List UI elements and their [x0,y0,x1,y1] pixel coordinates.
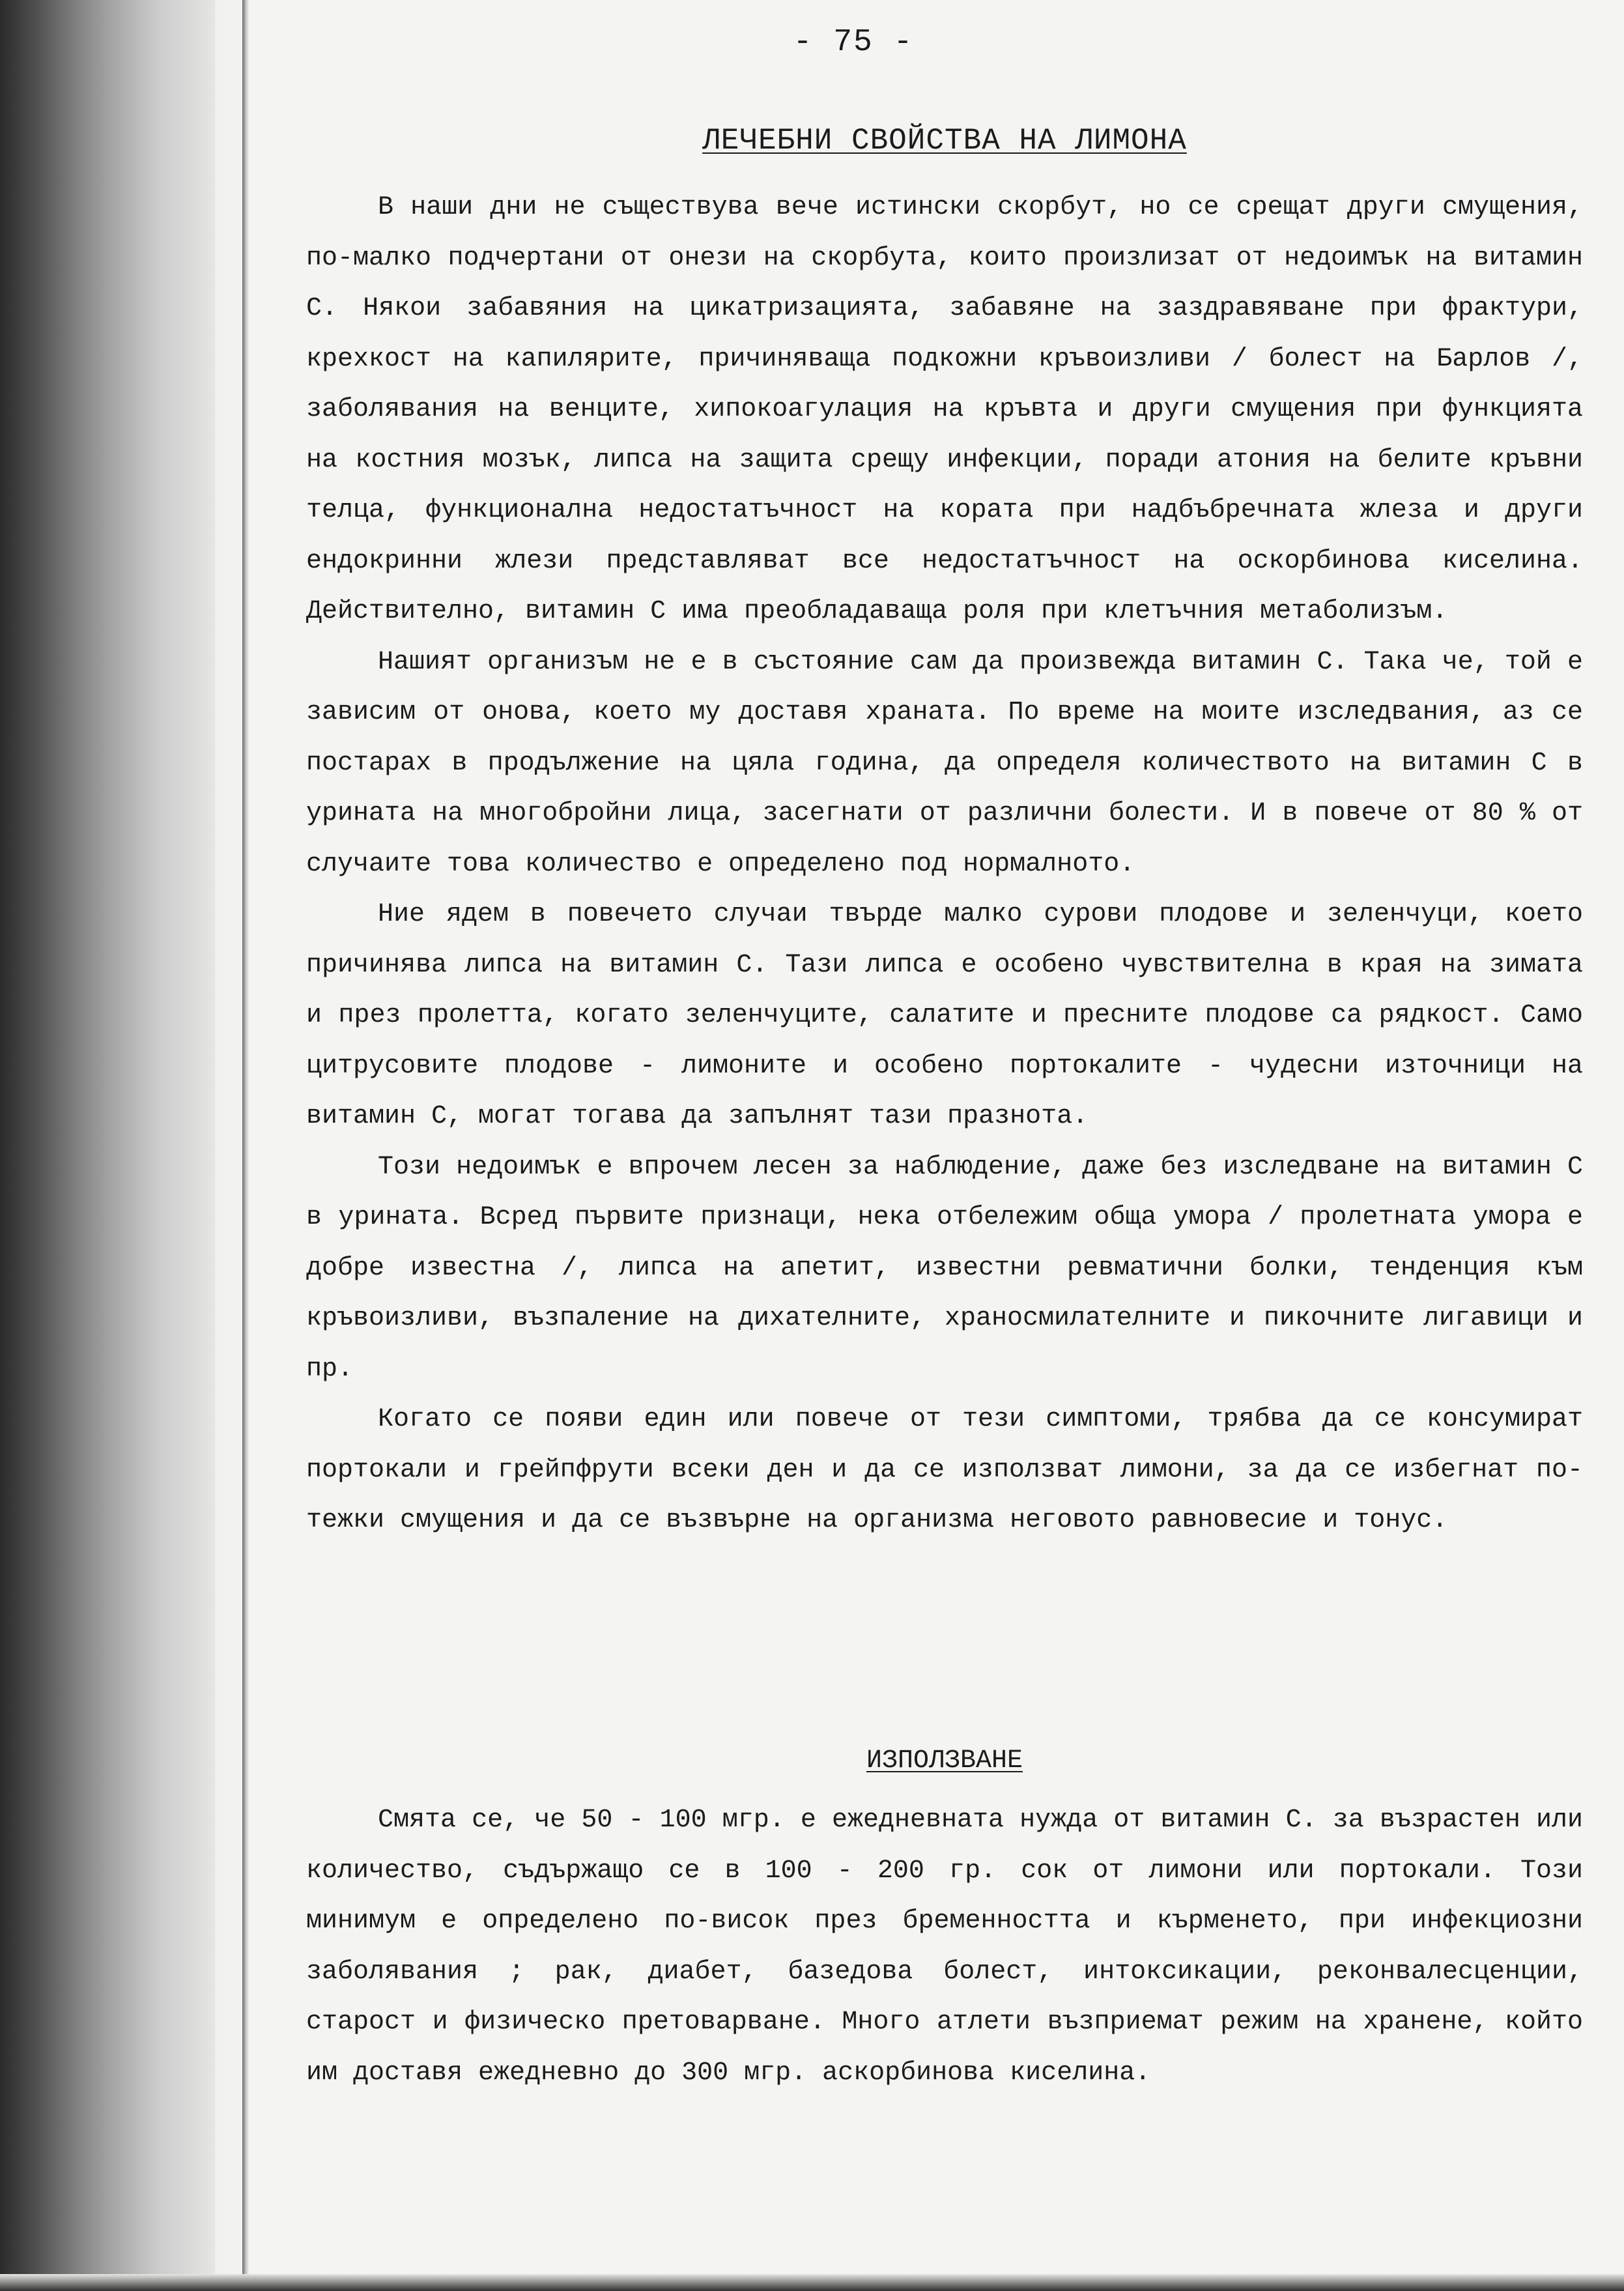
paragraph-3: Ние ядем в повечето случаи твърде малко сурови плодове и зеленчуци, което причинява липса на витамин С. Тази липса е особено чувствителна в края на зимата и през пролетта, когато зеленчуците, салатите и пресните плодове са рядкост. Само цитрусовите плодове - лимоните и особено портокалите - чудесни източници на витамин С, могат тогава да запълнят тази празнота. [306,900,1583,1131]
paragraph-1: В наши дни не съществува вече истински скорбут, но се срещат други смущения, по-малко подчертани от онези на скорбута, които произлизат от недоимък на витамин С. Някои забавяния на цикатризацията, забавяне на заздравяване при фрактури, крехкост на капилярите, причиняваща подкожни кръвоизливи / болест на Барлов /, заболявания на венците, хипокоагулация на кръвта и други смущения при функцията на костния мозък, липса на защита срещу инфекции, поради атония на белите кръвни телца, функционална недостатъчност на кората при надбъбречната жлеза и други ендокринни жлези представляват все недостатъчност на оскорбинова киселина. Действително, витамин С има преобладаваща роля при клетъчния метаболизъм. [306,193,1583,626]
paragraph-2: Нашият организъм не е в състояние сам да произвежда витамин С. Така че, той е зависим от онова, което му доставя храната. По време на моите изследвания, аз се постарах в продължение на цяла година, да определя количеството на витамин С в урината на многобройни лица, засегнати от различни болести. И в повече от 80 % от случаите това количество е определено под нормалното. [306,647,1583,879]
section-title [306,124,1583,158]
paragraph-4: Този недоимък е впрочем лесен за наблюдение, даже без изследване на витамин С в урината. Всред първите признаци, нека отбележим обща умора / пролетната умора е добре известна /, липса на апетит, известни ревматични болки, тенденция към кръвоизливи, възпаление на дихателните, храносмилателните и пикочните лигавици и пр. [306,1152,1583,1384]
subsection-title-text: ИЗПОЛЗВАНЕ [866,1746,1023,1776]
section-title-text: ЛЕЧЕБНИ СВОЙСТВА НА ЛИМОНА [702,124,1187,158]
page-number: - 75 - [793,25,914,60]
page-fold-edge [242,0,249,2291]
body-text [306,182,1583,1546]
subsection-title [306,1746,1583,1776]
previous-page-edge [0,0,251,2291]
paragraph-5: Когато се появи един или повече от тези симптоми, трябва да се консумират портокали и грейпфрути всеки ден и да се използват лимони, за да се избегнат по-тежки смущения и да се възвърне на организма неговото равновесие и тонус. [306,1405,1583,1535]
paragraph-6: Смята се, че 50 - 100 мгр. е ежедневната нужда от витамин С. за възрастен или количество, съдържащо се в 100 - 200 гр. сок от лимони или портокали. Този минимум е определено по-висок през бременността и кърменето, при инфекциозни заболявания ; рак, диабет, базедова болест, интоксикации, реконвалесценции, старост и физическо претоварване. Много атлети възприемат режим на хранене, който им доставя ежедневно до 300 мгр. аскорбинова киселина. [306,1806,1583,2088]
body-text-usage [306,1795,1583,2098]
scan-bottom-edge [0,2274,1624,2291]
document-page [306,0,1583,2274]
